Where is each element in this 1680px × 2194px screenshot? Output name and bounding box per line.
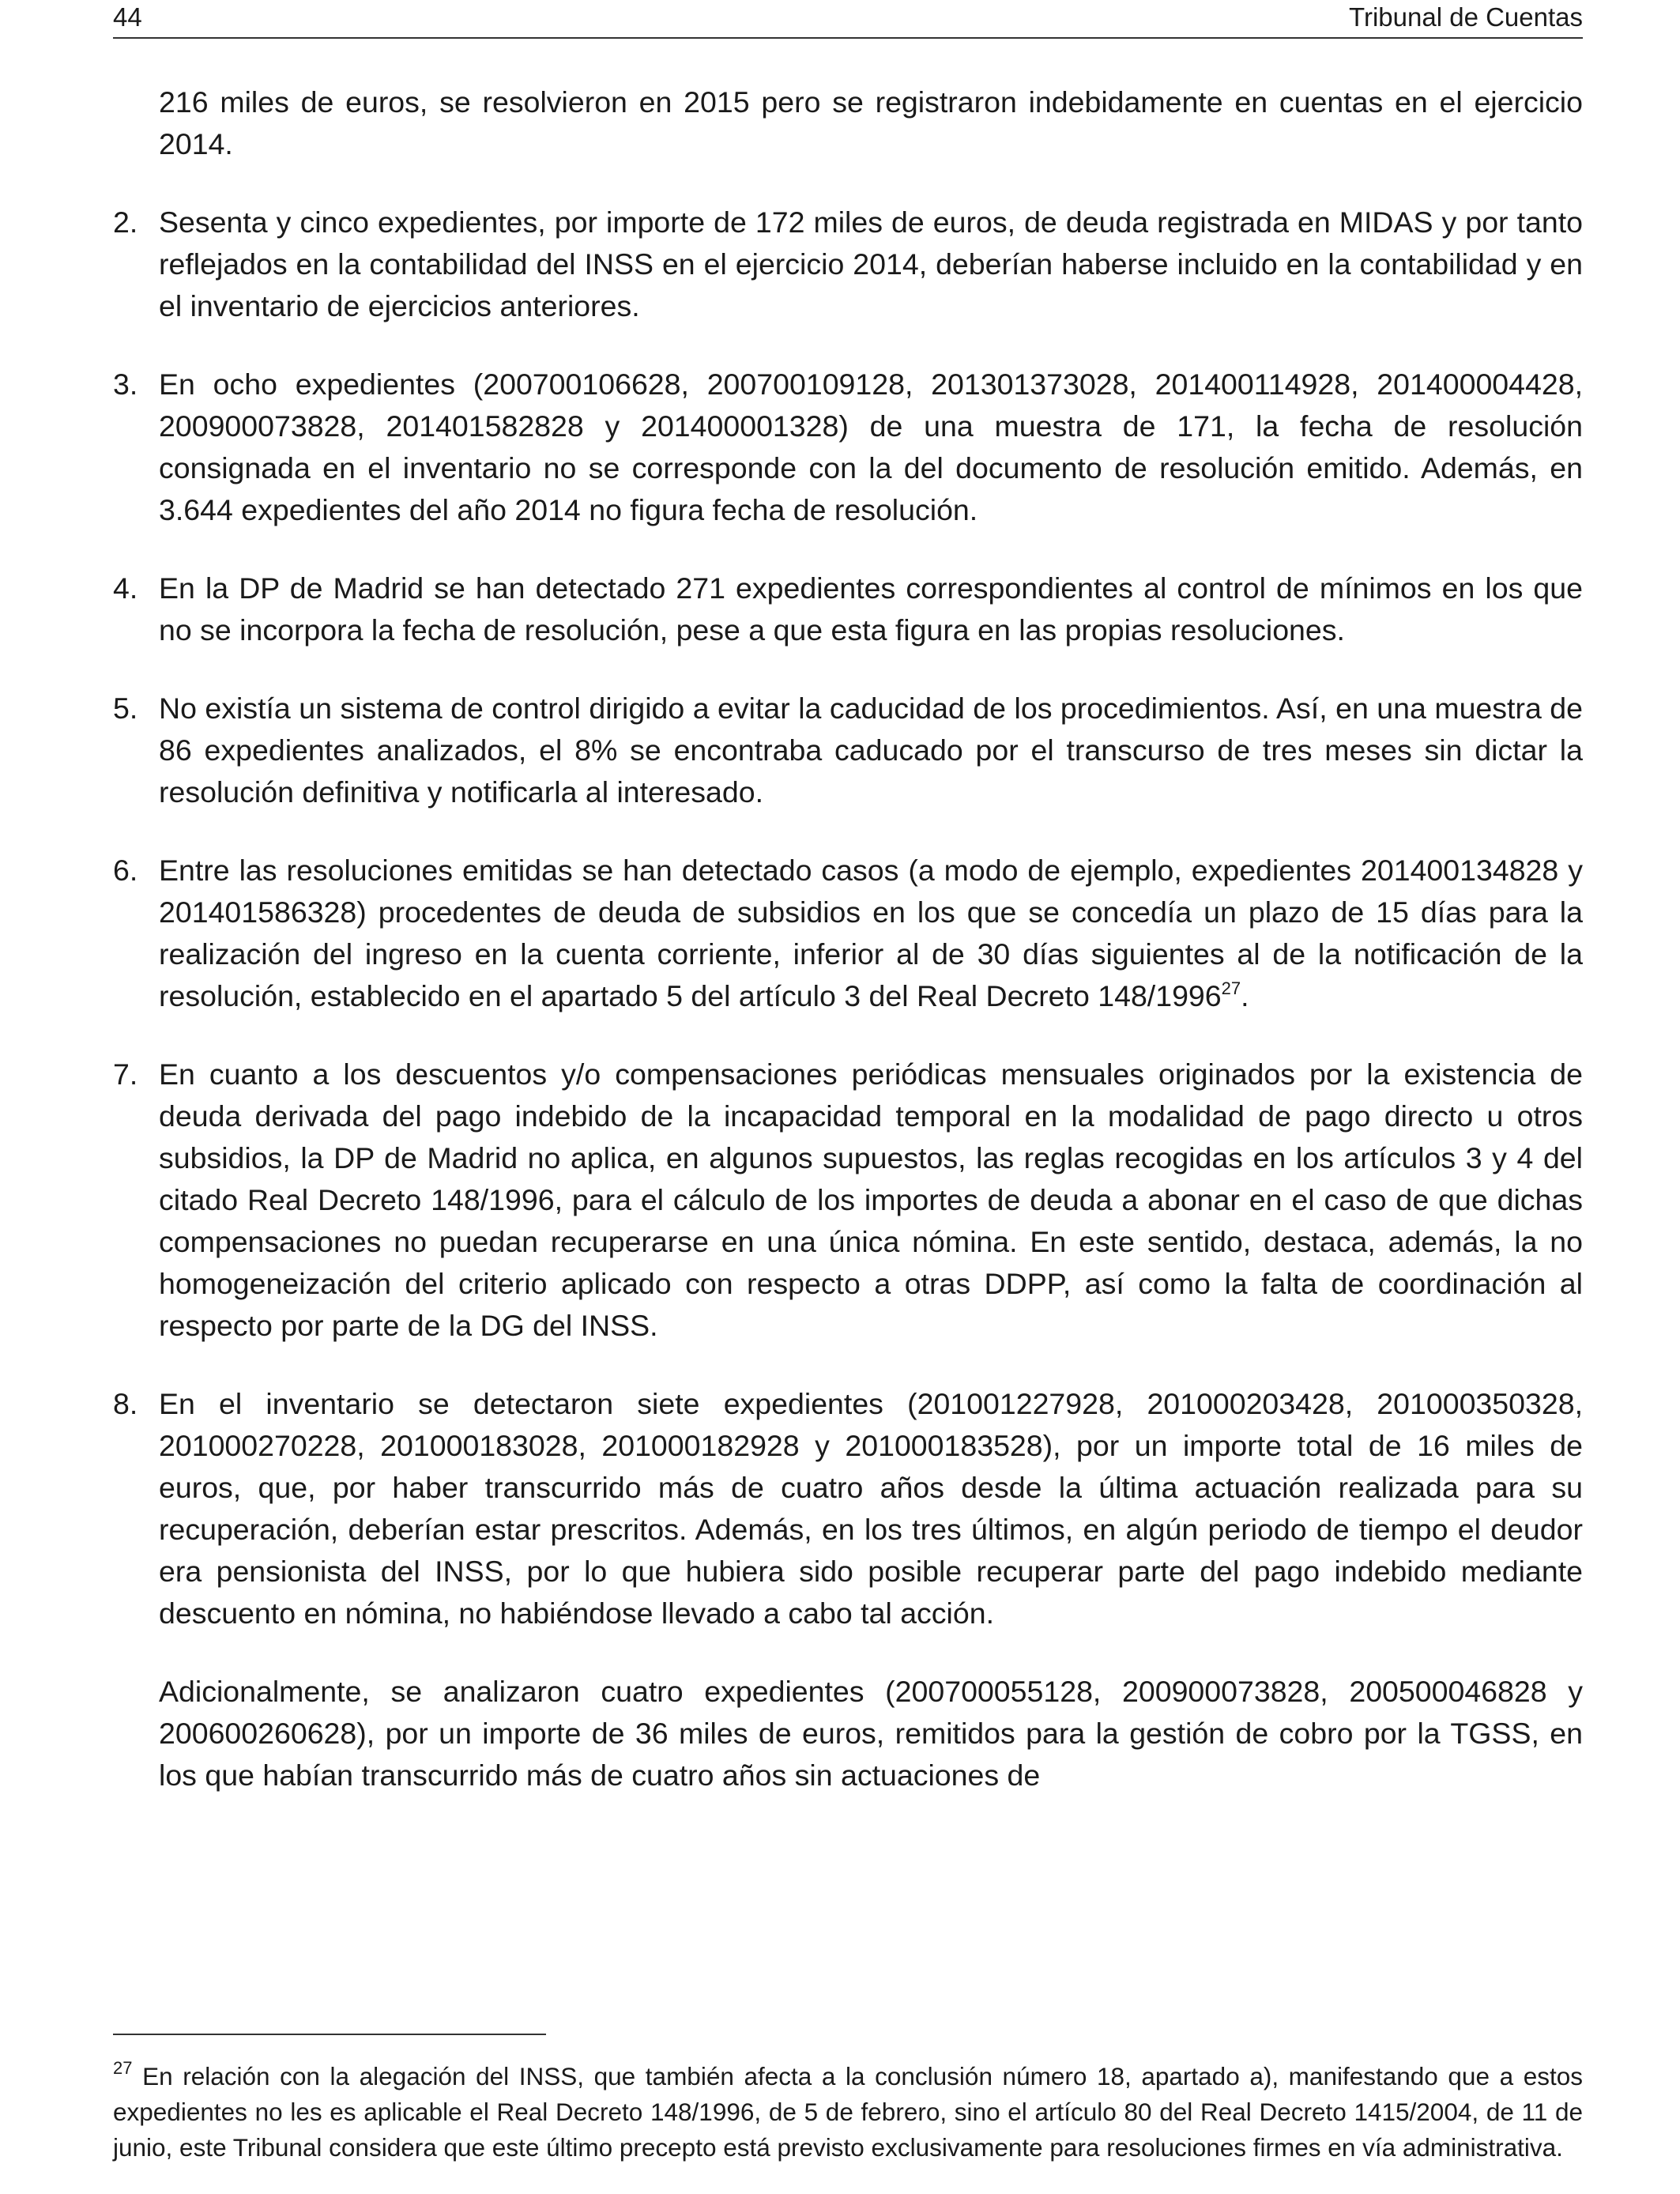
document-title: Tribunal de Cuentas (1349, 2, 1583, 32)
footnote-separator (113, 2034, 546, 2035)
list-item (113, 202, 1583, 327)
list-item (113, 1383, 1583, 1634)
item-text: En el inventario se detectaron siete expedientes (201001227928, 201000203428, 201000350328, 201000270228, 201000183028, 201000182928 y 201000183528), por un importe total de 16 miles de euros, que, por haber transcurrido más de cuatro años desde la última actuación realizada para su recuperación, deberían estar prescritos. Además, en los tres últimos, en algún periodo de tiempo el deudor era pensionista del INSS, por lo que hubiera sido posible recuperar parte del pago indebido mediante descuento en nómina, no habiéndose llevado a cabo tal acción. (159, 1387, 1583, 1630)
item-text: En cuanto a los descuentos y/o compensaciones periódicas mensuales originados por la existencia de deuda derivada del pago indebido de la incapacidad temporal en la modalidad de pago directo u otros subsidios, la DP de Madrid no aplica, en algunos supuestos, las reglas recogidas en los artículos 3 y 4 del citado Real Decreto 148/1996, para el cálculo de los importes de deuda a abonar en el caso de que dichas compensaciones no puedan recuperarse en una única nómina. En este sentido, destaca, además, la no homogeneización del criterio aplicado con respecto a otras DDPP, así como la falta de coordinación al respecto por parte de la DG del INSS. (159, 1057, 1583, 1342)
item-number: 3. (113, 368, 138, 401)
item-text: No existía un sistema de control dirigido a evitar la caducidad de los procedimientos. Así, en una muestra de 86 expedientes analizados, el 8% se encontraba caducado por el transcurso de tres meses sin dictar la resolución definitiva y notificarla al interesado. (159, 692, 1583, 809)
list-item (113, 688, 1583, 813)
footnote-reference[interactable]: 27 (1221, 978, 1241, 998)
item-number: 2. (113, 205, 138, 239)
item-number: 5. (113, 692, 138, 725)
additional-paragraph: Adicionalmente, se analizaron cuatro expedientes (200700055128, 200900073828, 200500046828 y 200600260628), por un importe de 36 miles de euros, remitidos para la gestión de cobro por la TGSS, en los que habían transcurrido más de cuatro años sin actuaciones de (159, 1675, 1583, 1792)
item-text-container (159, 850, 1583, 1017)
list-item (113, 850, 1583, 1017)
footnote (113, 2059, 1583, 2166)
list-item (113, 1054, 1583, 1347)
list-item (113, 567, 1583, 651)
item-number: 7. (113, 1057, 138, 1091)
item-text: Entre las resoluciones emitidas se han detectado casos (a modo de ejemplo, expedientes 201400134828 y 201401586328) procedentes de deuda de subsidios en los que se concedía un plazo de 15 días para la realización del ingreso en la cuenta corriente, inferior al de 30 días siguientes al de la notificación de la resolución, establecido en el apartado 5 del artículo 3 del Real Decreto 148/1996 (159, 854, 1583, 1012)
page-header (113, 0, 1583, 39)
continuation-paragraph: 216 miles de euros, se resolvieron en 2015 pero se registraron indebidamente en cuentas en el ejercicio 2014. (159, 85, 1583, 160)
item-number: 6. (113, 854, 138, 887)
footnote-text: En relación con la alegación del INSS, que también afecta a la conclusión número 18, apartado a), manifestando que a estos expedientes no les es aplicable el Real Decreto 148/1996, de 5 de febrero, sino el artículo 80 del Real Decreto 1415/2004, de 11 de junio, este Tribunal considera que este último precepto está previsto exclusivamente para resoluciones firmes en vía administrativa. (113, 2062, 1583, 2162)
item-text: Sesenta y cinco expedientes, por importe de 172 miles de euros, de deuda registrada en MIDAS y por tanto reflejados en la contabilidad del INSS en el ejercicio 2014, deberían haberse incluido en la contabilidad y en el inventario de ejercicios anteriores. (159, 205, 1583, 322)
item-text-tail: . (1241, 979, 1249, 1012)
footnote-number: 27 (113, 2057, 133, 2078)
item-number: 8. (113, 1387, 138, 1420)
page-number: 44 (113, 2, 142, 32)
list-item (113, 364, 1583, 531)
body-text (113, 81, 1583, 1796)
item-text: En ocho expedientes (200700106628, 200700109128, 201301373028, 201400114928, 201400004428, 200900073828, 201401582828 y 201400001328) de una muestra de 171, la fecha de resolución consignada en el inventario no se corresponde con la del documento de resolución emitido. Además, en 3.644 expedientes del año 2014 no figura fecha de resolución. (159, 368, 1583, 526)
item-number: 4. (113, 571, 138, 605)
item-text: En la DP de Madrid se han detectado 271 expedientes correspondientes al control de mínimos en los que no se incorpora la fecha de resolución, pese a que esta figura en las propias resoluciones. (159, 571, 1583, 647)
